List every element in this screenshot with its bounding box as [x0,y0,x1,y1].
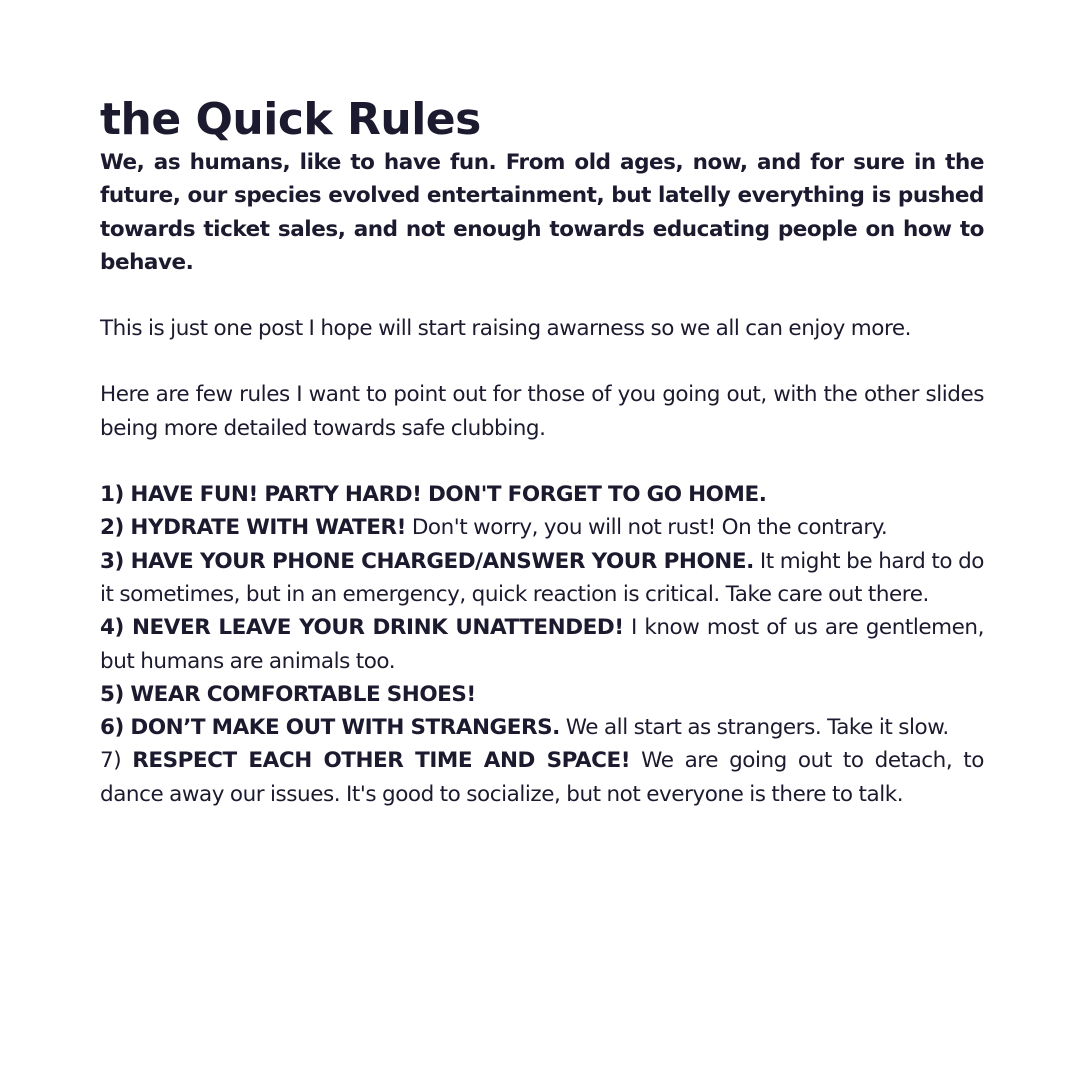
rule-text: I know most of us are gentlemen, but humans are animals too. [100,615,984,674]
rule-heading: RESPECT EACH OTHER TIME AND SPACE! [132,748,631,774]
rule-number: 1) [100,482,131,508]
rule-heading: WEAR COMFORTABLE SHOES! [130,681,476,707]
rule-6 [100,711,984,744]
rule-number: 5) [100,681,131,707]
rule-text: It might be hard to do it sometimes, but in an emergency, quick reaction is critical. Take care out there. [100,548,985,607]
rules-intro-paragraph: Here are few rules I want to point out for those of you going out, with the other slides being more detailed towards safe clubbing. [100,382,984,441]
rule-number: 6) [100,715,131,741]
rule-heading: HAVE FUN! PARTY HARD! DON'T FORGET TO GO HOME. [130,482,767,508]
rule-text: We are going out to detach, to dance away our issues. It's good to socialize, but not everyone is there to talk. [100,748,984,807]
rule-heading: NEVER LEAVE YOUR DRINK UNATTENDED! [131,615,624,641]
rule-number: 2) [100,515,131,541]
awareness-paragraph: This is just one post I hope will start raising awarness so we all can enjoy more. [100,316,912,342]
rule-4 [100,611,984,678]
rule-number: 4) [100,615,132,641]
rule-number: 3) [100,548,131,574]
intro-paragraph: We, as humans, like to have fun. From old ages, now, and for sure in the future, our species evolved entertainment, but latelly everything is pushed towards ticket sales, and not enough towards educating people on how to behave. [100,150,984,275]
document-page [100,96,984,811]
rule-number: 7) [100,748,133,774]
rule-1 [100,478,984,511]
rule-heading: HAVE YOUR PHONE CHARGED/ANSWER YOUR PHONE. [130,548,754,574]
rule-7 [100,744,984,811]
rule-heading: DON’T MAKE OUT WITH STRANGERS. [130,715,560,741]
rule-5 [100,678,984,711]
rules-list [100,478,984,811]
rule-heading: HYDRATE WITH WATER! [130,515,406,541]
rule-3 [100,545,984,612]
rule-text: We all start as strangers. Take it slow. [559,715,949,741]
page-title: the Quick Rules [100,94,481,145]
rule-2 [100,511,984,544]
rule-text: Don't worry, you will not rust! On the contrary. [405,515,888,541]
